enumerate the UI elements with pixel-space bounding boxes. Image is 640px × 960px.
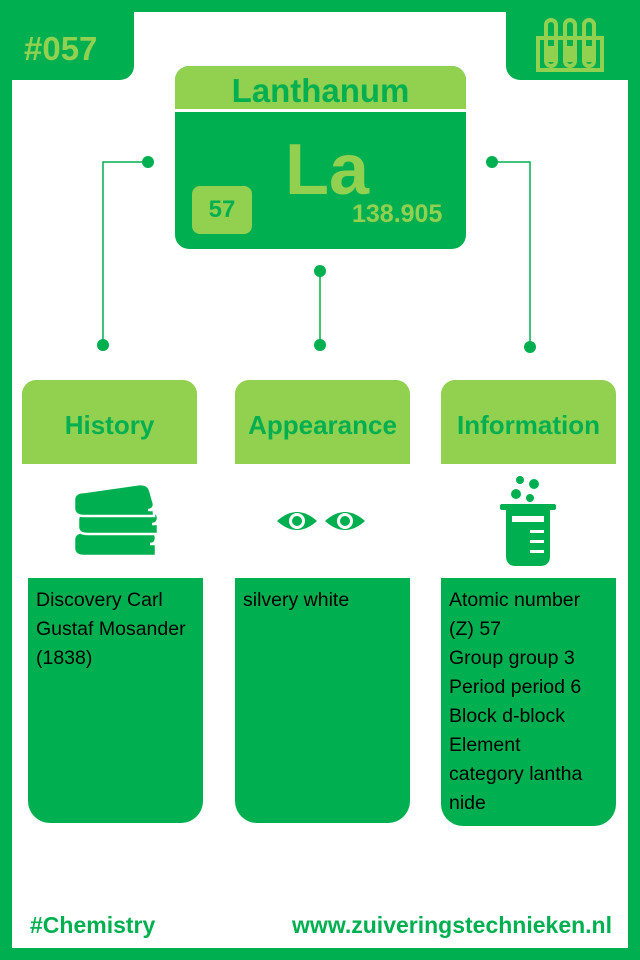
information-line: (Z) 57 xyxy=(449,618,502,640)
history-title: History xyxy=(64,410,155,440)
history-line: (1838) xyxy=(36,647,93,669)
footer-website[interactable]: www.zuiveringstechnieken.nl xyxy=(292,912,612,938)
eyes-icon xyxy=(275,505,367,537)
footer-hashtag: #Chemistry xyxy=(30,912,156,938)
history-line: Discovery Carl xyxy=(36,589,163,611)
connector-dot xyxy=(524,341,536,353)
books-icon xyxy=(70,482,158,560)
appearance-header xyxy=(235,380,410,464)
appearance-box xyxy=(235,578,410,823)
information-line: Element xyxy=(449,734,521,756)
history-header xyxy=(22,380,197,464)
beaker-icon xyxy=(498,474,558,568)
element-symbol: La xyxy=(285,130,370,210)
element-name: Lanthanum xyxy=(231,72,410,109)
information-line: Group group 3 xyxy=(449,647,575,669)
information-line: nide xyxy=(449,792,486,814)
connector-dot xyxy=(314,265,326,277)
element-number-tag: #057 xyxy=(24,30,98,67)
information-box xyxy=(441,578,616,826)
connector-dot xyxy=(142,156,154,168)
appearance-line: silvery white xyxy=(243,589,350,611)
atomic-mass: 138.905 xyxy=(352,200,443,228)
information-line: Atomic number xyxy=(449,589,581,611)
history-box xyxy=(28,578,203,823)
information-line: Period period 6 xyxy=(449,676,582,698)
connector-dot xyxy=(97,339,109,351)
information-header xyxy=(441,380,616,464)
history-line: Gustaf Mosander xyxy=(36,618,186,640)
information-title: Information xyxy=(457,410,600,440)
information-line: category lantha xyxy=(449,763,583,785)
connector-dot xyxy=(314,339,326,351)
atomic-number: 57 xyxy=(192,186,252,234)
appearance-title: Appearance xyxy=(248,410,397,440)
information-line: Block d-block xyxy=(449,705,565,727)
connector-dot xyxy=(486,156,498,168)
